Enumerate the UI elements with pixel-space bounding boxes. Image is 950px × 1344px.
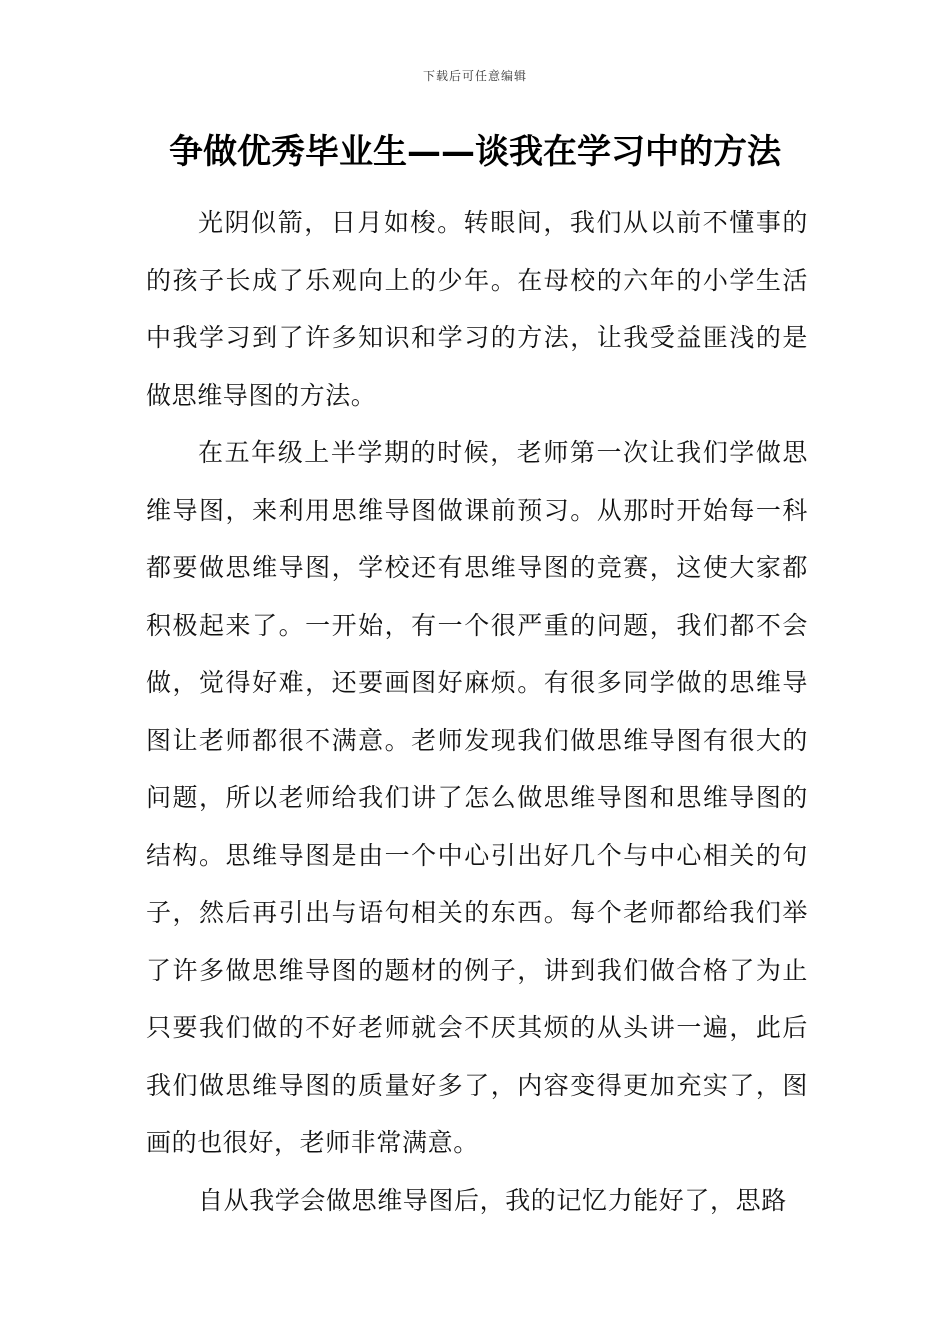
- document-title: 争做优秀毕业生——谈我在学习中的方法: [169, 132, 781, 172]
- document-body: [146, 194, 808, 1229]
- paragraph-2: 在五年级上半学期的时候，老师第一次让我们学做思维导图，来利用思维导图做课前预习。从那时开始每一科都要做思维导图，学校还有思维导图的竞赛，这使大家都积极起来了。一开始，有一个很严重的问题，我们都不会做，觉得好难，还要画图好麻烦。有很多同学做的思维导图让老师都很不满意。老师发现我们做思维导图有很大的问题，所以老师给我们讲了怎么做思维导图和思维导图的结构。思维导图是由一个中心引出好几个与中心相关的句子，然后再引出与语句相关的东西。每个老师都给我们举了许多做思维导图的题材的例子，讲到我们做合格了为止只要我们做的不好老师就会不厌其烦的从头讲一遍，此后我们做思维导图的质量好多了，内容变得更加充实了，图画的也很好，老师非常满意。: [146, 438, 808, 1157]
- paragraph-1: 光阴似箭，日月如梭。转眼间，我们从以前不懂事的的孩子长成了乐观向上的少年。在母校的六年的小学生活中我学习到了许多知识和学习的方法，让我受益匪浅的是做思维导图的方法。: [146, 208, 808, 410]
- header-note: 下载后可任意编辑: [422, 69, 527, 83]
- paragraph-3: 自从我学会做思维导图后，我的记忆力能好了，思路: [198, 1185, 787, 1215]
